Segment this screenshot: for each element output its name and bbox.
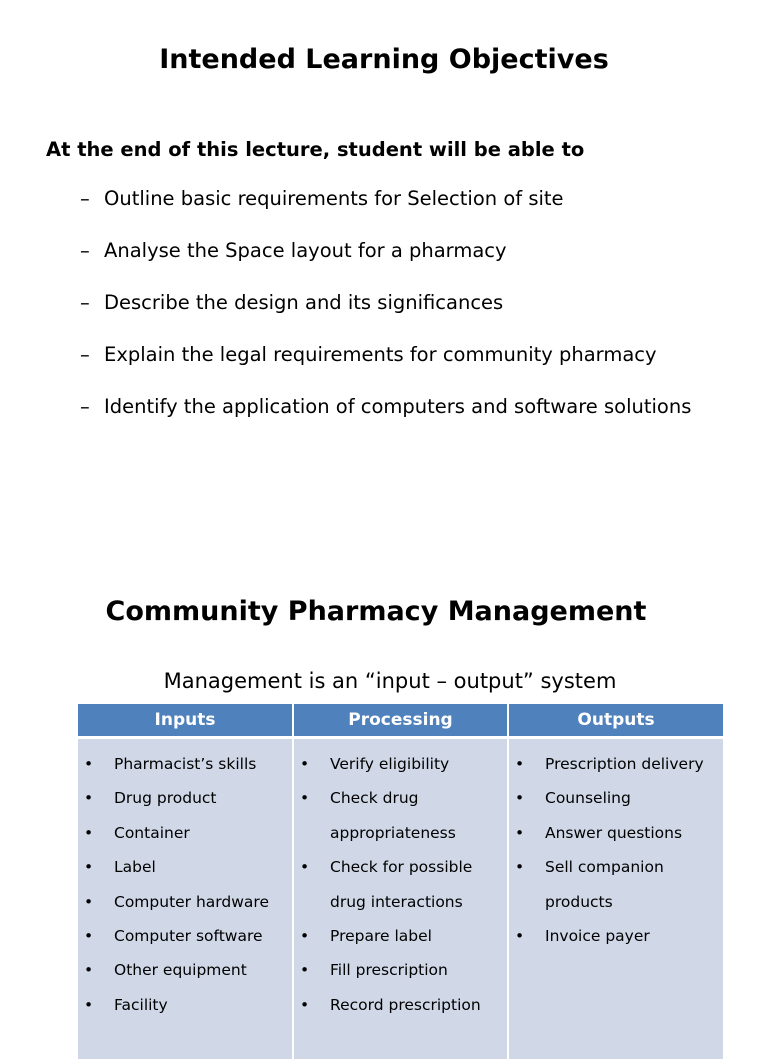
list-item <box>294 781 507 850</box>
bullet-marker: • <box>509 850 545 919</box>
list-item <box>509 747 723 781</box>
list-item <box>294 953 507 987</box>
outputs-item-text: Counseling <box>545 781 723 815</box>
input-output-table <box>78 704 723 1059</box>
list-item <box>78 850 292 884</box>
objective-item: – Describe the design and its significances <box>80 290 722 316</box>
processing-cell <box>293 738 508 1059</box>
list-item <box>78 885 292 919</box>
outputs-list <box>509 747 723 953</box>
bullet-marker: • <box>78 781 114 815</box>
dash-marker: – <box>80 186 104 212</box>
section-title: Community Pharmacy Management <box>0 596 752 627</box>
processing-item-text: Verify eligibility <box>330 747 507 781</box>
list-item <box>294 919 507 953</box>
list-item <box>294 988 507 1022</box>
list-item <box>78 919 292 953</box>
processing-item-text: Prepare label <box>330 919 507 953</box>
outputs-item-text: Answer questions <box>545 816 723 850</box>
bullet-marker: • <box>78 885 114 919</box>
inputs-item-text: Drug product <box>114 781 292 815</box>
list-item <box>509 850 723 919</box>
bullet-marker: • <box>78 816 114 850</box>
objectives-list <box>80 186 722 456</box>
objective-item: – Identify the application of computers and software solutions <box>80 383 722 430</box>
dash-marker: – <box>80 238 104 264</box>
inputs-item-text: Facility <box>114 988 292 1022</box>
bullet-marker: • <box>509 781 545 815</box>
list-item <box>294 850 507 919</box>
list-item <box>294 747 507 781</box>
bullet-marker: • <box>294 850 330 919</box>
list-item <box>78 781 292 815</box>
outputs-cell <box>508 738 723 1059</box>
bullet-marker: • <box>294 953 330 987</box>
bullet-marker: • <box>78 919 114 953</box>
section-subtitle: Management is an “input – output” system <box>0 669 768 693</box>
bullet-marker: • <box>509 919 545 953</box>
inputs-item-text: Computer hardware <box>114 885 292 919</box>
dash-marker: – <box>80 342 104 368</box>
inputs-list <box>78 747 292 1022</box>
bullet-marker: • <box>294 781 330 850</box>
header-outputs: Outputs <box>508 704 723 738</box>
slide-title: Intended Learning Objectives <box>0 44 768 75</box>
list-item <box>78 953 292 987</box>
inputs-item-text: Pharmacist’s skills <box>114 747 292 781</box>
bullet-marker: • <box>294 988 330 1022</box>
objective-item: – Explain the legal requirements for community pharmacy <box>80 342 722 368</box>
processing-item-text: Check for possible drug interactions <box>330 850 507 919</box>
header-processing: Processing <box>293 704 508 738</box>
bullet-marker: • <box>294 919 330 953</box>
list-item <box>78 988 292 1022</box>
list-item <box>78 816 292 850</box>
bullet-marker: • <box>78 747 114 781</box>
inputs-item-text: Container <box>114 816 292 850</box>
outputs-item-text: Prescription delivery <box>545 747 723 781</box>
processing-item-text: Fill prescription <box>330 953 507 987</box>
bullet-marker: • <box>509 747 545 781</box>
processing-item-text: Record prescription <box>330 988 507 1022</box>
inputs-item-text: Label <box>114 850 292 884</box>
table-row <box>78 738 723 1059</box>
inputs-item-text: Computer software <box>114 919 292 953</box>
processing-item-text: Check drug appropriateness <box>330 781 507 850</box>
list-item <box>78 747 292 781</box>
list-item <box>509 919 723 953</box>
inputs-cell <box>78 738 293 1059</box>
table-header-row <box>78 704 723 738</box>
outputs-item-text: Sell companion products <box>545 850 723 919</box>
processing-list <box>294 747 507 1022</box>
outputs-item-text: Invoice payer <box>545 919 723 953</box>
list-item <box>509 781 723 815</box>
header-inputs: Inputs <box>78 704 293 738</box>
dash-marker: – <box>80 383 104 430</box>
list-item <box>509 816 723 850</box>
bullet-marker: • <box>509 816 545 850</box>
bullet-marker: • <box>78 953 114 987</box>
bullet-marker: • <box>78 988 114 1022</box>
bullet-marker: • <box>294 747 330 781</box>
inputs-item-text: Other equipment <box>114 953 292 987</box>
objectives-intro: At the end of this lecture, student will be able to <box>46 138 584 161</box>
objective-item: – Outline basic requirements for Selection of site <box>80 186 722 212</box>
objective-item: – Analyse the Space layout for a pharmacy <box>80 238 722 264</box>
dash-marker: – <box>80 290 104 316</box>
bullet-marker: • <box>78 850 114 884</box>
